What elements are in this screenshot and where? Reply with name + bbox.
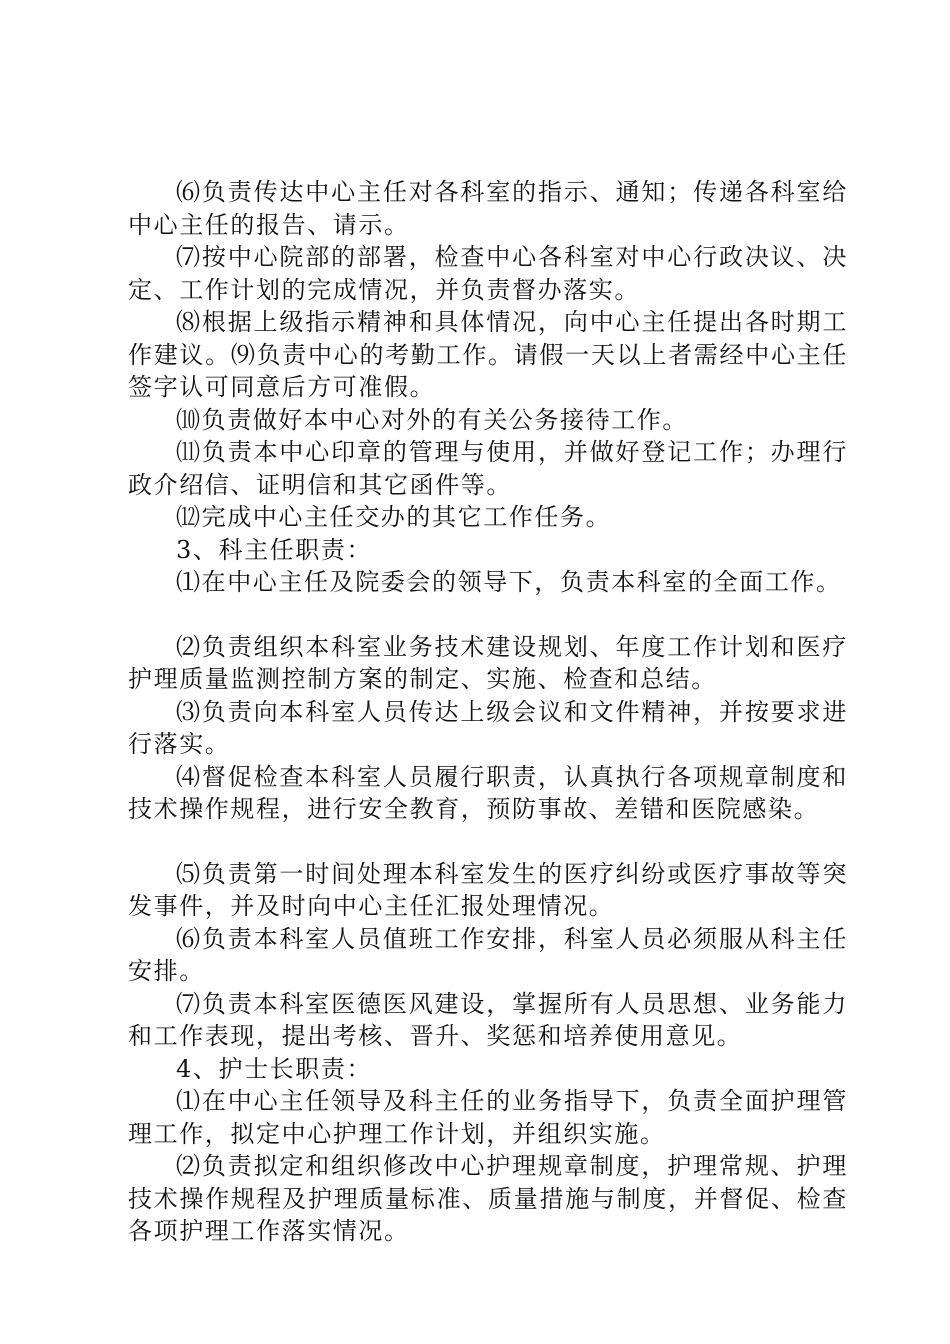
paragraph-section3-item-4: ⑷督促检查本科室人员履行职责，认真执行各项规章制度和技术操作规程，进行安全教育，预防事故、差错和医院感染。	[128, 762, 848, 823]
paragraph-section3-item-1: ⑴在中心主任及院委会的领导下，负责本科室的全面工作。	[176, 568, 842, 596]
paragraph-section3-item-2: ⑵负责组织本科室业务技术建设规划、年度工作计划和医疗护理质量监测控制方案的制定、实施、检查和总结。	[128, 632, 848, 693]
paragraph-section3-item-7: ⑺负责本科室医德医风建设，掌握所有人员思想、业务能力和工作表现，提出考核、晋升、奖惩和培养使用意见。	[128, 989, 848, 1050]
paragraph-item-6: ⑹负责传达中心主任对各科室的指示、通知；传递各科室给中心主任的报告、请示。	[128, 178, 848, 239]
paragraph-gap	[128, 599, 848, 631]
paragraph-section3-item-5: ⑸负责第一时间处理本科室发生的医疗纠纷或医疗事故等突发事件，并及时向中心主任汇报处理情况。	[128, 859, 848, 920]
paragraph-item-11: ⑾负责本中心印章的管理与使用，并做好登记工作；办理行政介绍信、证明信和其它函件等。	[128, 438, 848, 499]
paragraph-gap	[128, 826, 848, 858]
section-heading-4: 4、护士长职责：	[176, 1054, 373, 1083]
paragraph-item-7: ⑺按中心院部的部署，检查中心各科室对中心行政决议、决定、工作计划的完成情况，并负责督办落实。	[128, 243, 848, 304]
section-heading-3: 3、科主任职责：	[176, 535, 373, 564]
paragraph-section3-item-3: ⑶负责向本科室人员传达上级会议和文件精神，并按要求进行落实。	[128, 697, 848, 758]
paragraph-item-10: ⑽负责做好本中心对外的有关公务接待工作。	[176, 405, 688, 434]
document-body	[128, 176, 848, 1248]
paragraph-section4-item-2: ⑵负责拟定和组织修改中心护理规章制度，护理常规、护理技术操作规程及护理质量标准、质量措施与制度，并督促、检查各项护理工作落实情况。	[128, 1152, 848, 1245]
paragraph-section3-item-6: ⑹负责本科室人员值班工作安排，科室人员必须服从科主任安排。	[128, 924, 848, 985]
paragraph-item-12: ⑿完成中心主任交办的其它工作任务。	[176, 503, 612, 531]
paragraph-item-8-9: ⑻根据上级指示精神和具体情况，向中心主任提出各时期工作建议。⑼负责中心的考勤工作。请假一天以上者需经中心主任签字认可同意后方可准假。	[128, 308, 848, 401]
paragraph-section4-item-1: ⑴在中心主任领导及科主任的业务指导下，负责全面护理管理工作，拟定中心护理工作计划，并组织实施。	[128, 1087, 848, 1148]
